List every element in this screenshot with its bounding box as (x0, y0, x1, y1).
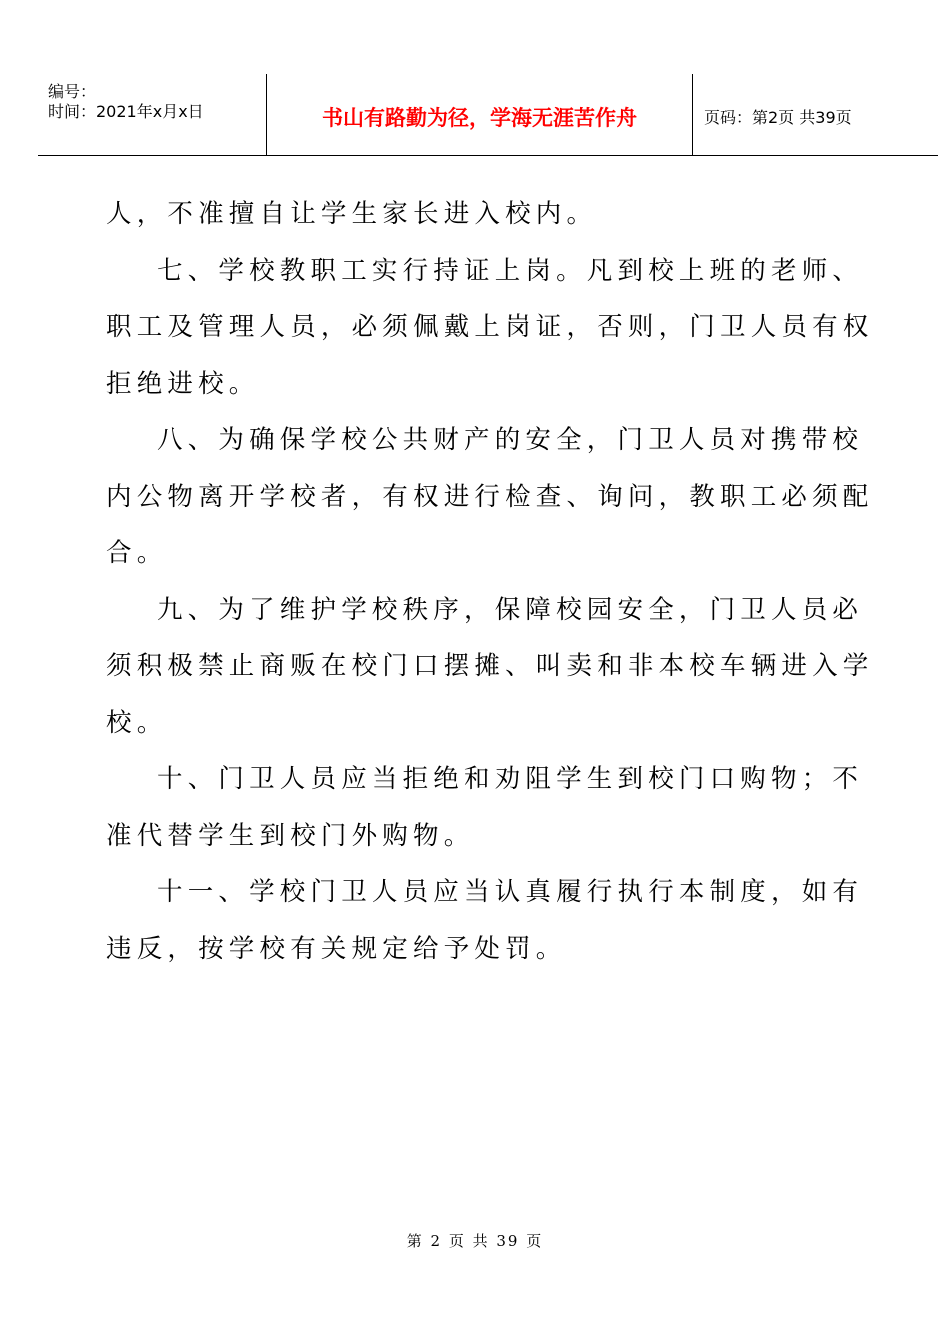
paragraph-item-10: 十、门卫人员应当拒绝和劝阻学生到校门口购物；不准代替学生到校门外购物。 (106, 764, 864, 851)
paragraph-item-11: 十一、学校门卫人员应当认真履行执行本制度，如有违反，按学校有关规定给予处罚。 (106, 877, 864, 964)
paragraph-continuation: 人，不准擅自让学生家长进入校内。 (106, 199, 598, 229)
page-header (38, 74, 938, 156)
header-page-info: 页码：第2页 共39页 (704, 108, 852, 127)
document-body (106, 186, 876, 977)
paragraph-item-8: 八、为确保学校公共财产的安全，门卫人员对携带校内公物离开学校者，有权进行检查、询问，教职工必须配合。 (106, 425, 874, 568)
paragraph-item-9: 九、为了维护学校秩序，保障校园安全，门卫人员必须积极禁止商贩在校门口摆摊、叫卖和非本校车辆进入学校。 (106, 594, 874, 738)
serial-number-label: 编号： (48, 82, 97, 101)
paragraph-item-7: 七、学校教职工实行持证上岗。凡到校上班的老师、职工及管理人员，必须佩戴上岗证，否则，门卫人员有权拒绝进校。 (106, 255, 874, 399)
date-label: 时间：2021年x月x日 (48, 102, 204, 121)
header-meta (48, 82, 204, 122)
page-footer: 第 2 页 共 39 页 (406, 1232, 544, 1250)
header-motto: 书山有路勤为径，学海无涯苦作舟 (322, 106, 637, 130)
header-divider-right (692, 74, 693, 155)
